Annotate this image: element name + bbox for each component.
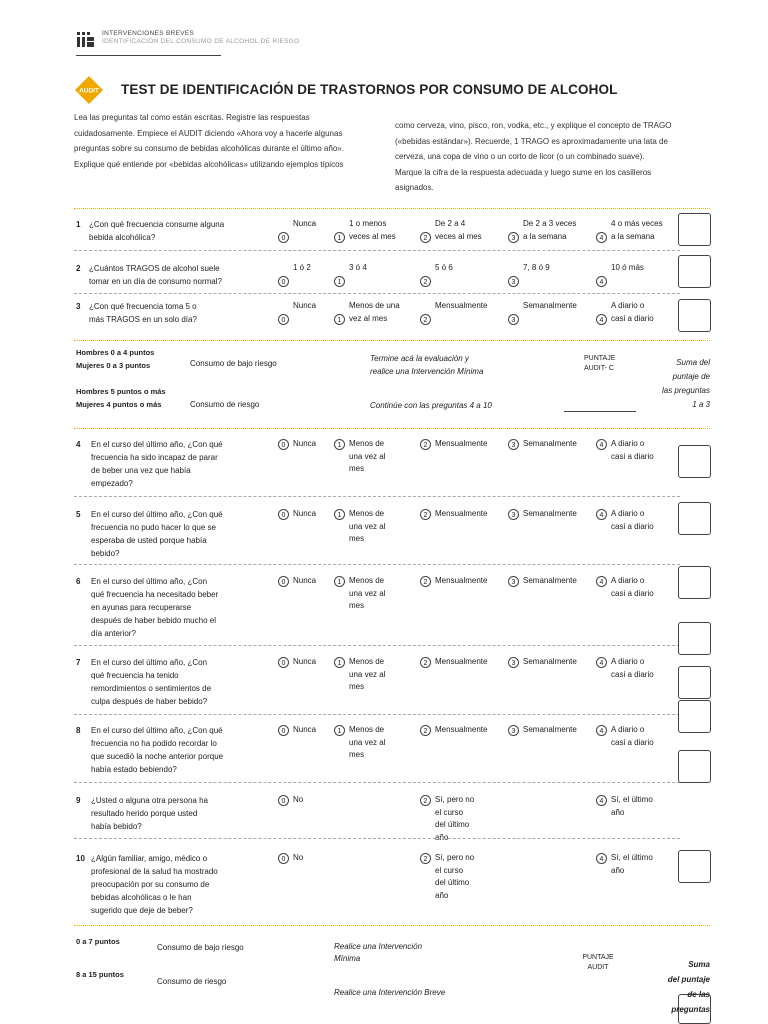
radio-circle[interactable]: 1 xyxy=(334,725,345,736)
page-title: TEST DE IDENTIFICACIÓN DE TRASTORNOS POR CONSUMO DE ALCOHOL xyxy=(121,82,618,97)
score-puntaje-line: PUNTAJE xyxy=(582,954,614,961)
question-text xyxy=(91,508,273,560)
score-c-puntaje-line: AUDIT- C xyxy=(584,365,614,372)
answer-label-line: No xyxy=(293,853,304,862)
answer-label-line: Menos de xyxy=(349,725,385,734)
answer-label-line: 4 o más veces xyxy=(611,219,663,228)
score-suma-line: preguntas xyxy=(671,1005,710,1014)
intro-line: asignados. xyxy=(395,183,434,192)
question-line: resultado herido porque usted xyxy=(91,809,198,818)
answer-label-line: el curso xyxy=(435,807,464,817)
answer-label xyxy=(523,508,603,521)
radio-circle[interactable]: 2 xyxy=(420,232,431,243)
question-divider xyxy=(74,782,680,783)
answer-label-line: Menos de xyxy=(349,509,385,518)
answer-label xyxy=(435,852,515,902)
answer-label-line: Mensualmente xyxy=(435,301,488,310)
answer-label-line: 1 o menos xyxy=(349,219,387,228)
answer-label-line: Mensualmente xyxy=(435,576,488,585)
answer-label-line: casi a diario xyxy=(611,669,654,679)
answer-label-line: Semanalmente xyxy=(523,576,577,585)
score-c-low-men: Hombres 0 a 4 puntos xyxy=(76,348,155,357)
question-line: En el curso del último año, ¿Con xyxy=(91,577,208,586)
radio-circle[interactable]: 4 xyxy=(596,795,607,806)
answer-label-line: mes xyxy=(349,534,365,543)
question-line: remordimientos o sentimientos de xyxy=(91,684,212,693)
answer-label xyxy=(435,575,515,588)
score-action-line: Realice una Intervención xyxy=(334,942,423,951)
answer-score-box[interactable] xyxy=(678,445,711,478)
radio-circle[interactable]: 4 xyxy=(596,314,607,325)
answer-label-line: Mensualmente xyxy=(435,657,488,666)
answer-label xyxy=(611,852,686,877)
intro-line: preguntas sobre su consumo de bebidas alcohólicas durante el último año». xyxy=(74,144,344,153)
radio-circle[interactable]: 3 xyxy=(508,232,519,243)
section-divider xyxy=(74,428,710,429)
score-suma-line: del puntaje xyxy=(667,975,710,984)
radio-circle[interactable]: 2 xyxy=(420,439,431,450)
section-divider xyxy=(74,208,710,209)
section-divider xyxy=(74,340,710,341)
answer-label-line: A diario o xyxy=(611,725,645,734)
question-line: frecuencia no ha podido recordar lo xyxy=(91,739,217,748)
question-line: empezado? xyxy=(91,479,133,488)
question-line: después de haber bebido mucho el xyxy=(91,616,216,625)
answer-label xyxy=(523,438,603,451)
answer-label-line: Nunca xyxy=(293,219,317,228)
answer-label-line: 3 ó 4 xyxy=(349,263,367,272)
answer-label-line: vez al mes xyxy=(349,313,388,323)
score-c-suma-line: Suma del xyxy=(676,358,710,367)
answer-label-line: casi a diario xyxy=(611,313,654,323)
answer-label xyxy=(611,300,686,325)
answer-label-line: mes xyxy=(349,601,365,610)
question-line: culpa después de haber bebido? xyxy=(91,697,208,706)
section-divider xyxy=(74,925,710,926)
radio-circle[interactable]: 0 xyxy=(278,657,289,668)
score-c-suma-line: puntaje de xyxy=(672,372,710,381)
radio-circle[interactable]: 0 xyxy=(278,314,289,325)
score-suma-line: Suma xyxy=(688,960,710,969)
score-c-puntaje xyxy=(584,354,615,374)
answer-label-line: A diario o xyxy=(611,439,645,448)
question-text xyxy=(89,300,271,326)
radio-circle[interactable]: 1 xyxy=(334,276,345,287)
radio-circle[interactable]: 3 xyxy=(508,576,519,587)
score-puntaje xyxy=(581,953,615,973)
answer-label-line: Semanalmente xyxy=(523,301,577,310)
answer-label-line: Menos de xyxy=(349,576,385,585)
answer-label-line: Sí, el último xyxy=(611,853,653,862)
score-c-puntaje-line: PUNTAJE xyxy=(584,355,616,362)
question-line: día anterior? xyxy=(91,629,136,638)
answer-label-line: Sí, pero no xyxy=(435,853,475,862)
answer-label-line: Mensualmente xyxy=(435,509,488,518)
score-c-low-women: Mujeres 0 a 3 puntos xyxy=(76,361,151,370)
radio-circle[interactable]: 2 xyxy=(420,276,431,287)
question-number: 5 xyxy=(76,510,81,519)
score-c-suma-line: 1 a 3 xyxy=(692,400,710,409)
answer-label-line: a la semana xyxy=(611,231,655,241)
answer-label xyxy=(611,438,686,463)
radio-circle[interactable]: 2 xyxy=(420,509,431,520)
answer-label xyxy=(293,852,373,865)
answer-label-line: Semanalmente xyxy=(523,725,577,734)
radio-circle[interactable]: 4 xyxy=(596,576,607,587)
intro-right xyxy=(395,118,725,196)
radio-circle[interactable]: 2 xyxy=(420,314,431,325)
question-divider xyxy=(74,714,680,715)
radio-circle[interactable]: 0 xyxy=(278,853,289,864)
answer-label xyxy=(435,794,515,844)
answer-label-line: A diario o xyxy=(611,301,645,310)
question-number: 1 xyxy=(76,220,81,229)
answer-label-line: casi a diario xyxy=(611,521,654,531)
question-line: más TRAGOS en un solo día? xyxy=(89,315,197,324)
answer-label xyxy=(523,262,603,275)
radio-circle[interactable]: 3 xyxy=(508,509,519,520)
answer-label-line: Nunca xyxy=(293,576,317,585)
answer-label-line: Nunca xyxy=(293,725,317,734)
answer-label-line: veces al mes xyxy=(349,231,396,241)
answer-label-line: mes xyxy=(349,750,365,759)
answer-label-line: Mensualmente xyxy=(435,725,488,734)
answer-label xyxy=(349,438,429,476)
score-c-suma-line: las preguntas xyxy=(661,386,710,395)
score-high-label: Consumo de riesgo xyxy=(157,977,227,986)
answer-label-line: Menos de una xyxy=(349,301,400,310)
score-c-action-minimal xyxy=(370,352,483,378)
answer-label-line: 5 ó 6 xyxy=(435,263,453,272)
intro-left xyxy=(74,110,374,172)
score-c-high-women: Mujeres 4 puntos o más xyxy=(76,400,162,409)
question-divider xyxy=(74,250,680,251)
question-number: 8 xyxy=(76,726,81,735)
question-divider xyxy=(74,496,680,497)
question-line: ¿Algún familiar, amigo, médico o xyxy=(91,854,208,863)
question-line: ¿Con qué frecuencia consume alguna xyxy=(89,220,225,229)
question-line: tomar en un día de consumo normal? xyxy=(89,277,222,286)
score-action-minimal xyxy=(334,941,422,965)
answer-label-line: 1 ó 2 xyxy=(293,263,311,272)
radio-circle[interactable]: 0 xyxy=(278,232,289,243)
radio-circle[interactable]: 1 xyxy=(334,439,345,450)
answer-label-line: Sí, pero no xyxy=(435,795,475,804)
answer-score-box[interactable] xyxy=(678,750,711,783)
question-line: en ayunas para recuperarse xyxy=(91,603,192,612)
logo-text xyxy=(102,30,299,46)
answer-label-line: Nunca xyxy=(293,509,317,518)
question-number: 2 xyxy=(76,264,81,273)
answer-label-line: una vez al xyxy=(349,737,386,747)
question-divider xyxy=(74,645,680,646)
question-line: bebido? xyxy=(91,549,120,558)
score-c-suma xyxy=(640,356,710,412)
logo-icon xyxy=(76,30,96,48)
score-c-low-label: Consumo de bajo riesgo xyxy=(190,359,277,368)
answer-label-line: De 2 a 4 xyxy=(435,219,466,228)
answer-label-line: una vez al xyxy=(349,521,386,531)
answer-label-line: 10 ó más xyxy=(611,263,644,272)
answer-label-line: año xyxy=(435,832,449,842)
answer-label xyxy=(523,724,603,737)
answer-label-line: Nunca xyxy=(293,439,317,448)
question-divider xyxy=(74,293,680,294)
audit-badge-icon xyxy=(74,75,104,105)
radio-circle[interactable]: 2 xyxy=(420,795,431,806)
answer-label xyxy=(435,724,515,737)
question-divider xyxy=(74,564,680,565)
answer-score-box[interactable] xyxy=(678,213,711,246)
question-line: ¿Con qué frecuencia toma 5 o xyxy=(89,302,197,311)
radio-circle[interactable]: 1 xyxy=(334,232,345,243)
answer-label xyxy=(349,262,429,275)
answer-label xyxy=(435,438,515,451)
question-number: 6 xyxy=(76,577,81,586)
answer-label xyxy=(435,300,515,313)
question-line: En el curso del último año, ¿Con qué xyxy=(91,440,223,449)
score-c-action-continue: Continúe con las preguntas 4 a 10 xyxy=(370,401,492,410)
intro-line: Explique qué entiende por «bebidas alcohólicas» utilizando ejemplos típicos xyxy=(74,159,344,169)
answer-label-line: año xyxy=(611,865,625,875)
answer-label xyxy=(611,508,686,533)
header-divider xyxy=(76,55,221,56)
answer-label-line: a la semana xyxy=(523,231,567,241)
score-c-high-label: Consumo de riesgo xyxy=(190,400,260,409)
radio-circle[interactable]: 0 xyxy=(278,725,289,736)
radio-circle[interactable]: 4 xyxy=(596,232,607,243)
question-number: 9 xyxy=(76,796,81,805)
answer-label-line: Sí, el último xyxy=(611,795,653,804)
radio-circle[interactable]: 4 xyxy=(596,276,607,287)
answer-label-line: Semanalmente xyxy=(523,439,577,448)
score-low-range: 0 a 7 puntos xyxy=(76,937,120,946)
answer-label xyxy=(349,724,429,762)
question-text xyxy=(91,438,273,490)
answer-label xyxy=(523,218,603,243)
answer-label xyxy=(349,656,429,694)
answer-label xyxy=(293,794,373,807)
answer-label-line: Menos de xyxy=(349,657,385,666)
intro-line: cerveza, una copa de vino o un corto de licor (o un combinado suave). xyxy=(395,152,645,161)
question-text xyxy=(91,724,273,776)
score-action-line: Mínima xyxy=(334,954,361,963)
radio-circle[interactable]: 4 xyxy=(596,657,607,668)
radio-circle[interactable]: 0 xyxy=(278,795,289,806)
question-line: bebidas alcohólicas o le han xyxy=(91,893,192,902)
answer-label-line: una vez al xyxy=(349,451,386,461)
score-c-input-line[interactable] xyxy=(564,411,636,412)
answer-label-line: Nunca xyxy=(293,657,317,666)
question-number: 10 xyxy=(76,854,85,863)
question-text xyxy=(91,656,273,708)
intro-line: como cerveza, vino, pisco, ron, vodka, etc., y explique el concepto de TRAGO xyxy=(395,121,672,130)
answer-label-line: Semanalmente xyxy=(523,509,577,518)
answer-label xyxy=(523,575,603,588)
answer-label-line: Menos de xyxy=(349,439,385,448)
question-number: 4 xyxy=(76,440,81,449)
question-line: de beber una vez que había xyxy=(91,466,191,475)
answer-label-line: Mensualmente xyxy=(435,439,488,448)
intro-line: cuidadosamente. Empiece el AUDIT diciendo «Ahora voy a hacerle algunas xyxy=(74,128,343,138)
question-text xyxy=(89,262,271,288)
answer-label-line: casi a diario xyxy=(611,588,654,598)
answer-label xyxy=(523,656,603,669)
answer-label xyxy=(349,300,429,325)
question-line: profesional de la salud ha mostrado xyxy=(91,867,218,876)
audit-badge-label: AUDIT xyxy=(79,87,99,95)
answer-label-line: 7, 8 ó 9 xyxy=(523,263,550,272)
radio-circle[interactable]: 4 xyxy=(596,439,607,450)
radio-circle[interactable]: 4 xyxy=(596,853,607,864)
radio-circle[interactable]: 3 xyxy=(508,276,519,287)
answer-score-box[interactable] xyxy=(678,255,711,288)
score-c-action-line: realice una Intervención Mínima xyxy=(370,367,484,376)
question-line: ¿Cuántos TRAGOS de alcohol suele xyxy=(89,264,220,273)
answer-label-line: De 2 a 3 veces xyxy=(523,219,577,228)
question-line: sugerido que deje de beber? xyxy=(91,906,193,915)
intro-line: («bebidas estándar»). Recuerde, 1 TRAGO es aproximadamente una lata de xyxy=(395,136,668,146)
answer-score-box[interactable] xyxy=(678,700,711,733)
score-low-label: Consumo de bajo riesgo xyxy=(157,943,244,952)
intro-line: Marque la cifra de la respuesta adecuada y luego sume en los casilleros xyxy=(395,167,652,177)
question-line: frecuencia ha sido incapaz de parar xyxy=(91,453,218,462)
answer-label xyxy=(611,218,686,243)
answer-label-line: mes xyxy=(349,682,365,691)
answer-label xyxy=(611,656,686,681)
answer-label-line: casi a diario xyxy=(611,451,654,461)
radio-circle[interactable]: 1 xyxy=(334,509,345,520)
answer-score-box[interactable] xyxy=(678,622,711,655)
answer-label xyxy=(523,300,603,313)
radio-circle[interactable]: 0 xyxy=(278,276,289,287)
radio-circle[interactable]: 0 xyxy=(278,509,289,520)
logo-subtitle: IDENTIFICACIÓN DEL CONSUMO DE ALCOHOL DE RIESGO xyxy=(102,38,300,45)
question-number: 3 xyxy=(76,302,81,311)
question-line: que sucedió la noche anterior porque xyxy=(91,752,224,761)
question-line: bebida alcohólica? xyxy=(89,233,156,242)
answer-score-box[interactable] xyxy=(678,666,711,699)
answer-label-line: A diario o xyxy=(611,576,645,585)
question-line: En el curso del último año, ¿Con xyxy=(91,658,208,667)
radio-circle[interactable]: 4 xyxy=(596,725,607,736)
answer-label xyxy=(611,724,686,749)
radio-circle[interactable]: 2 xyxy=(420,657,431,668)
score-suma-line: de las xyxy=(687,990,710,999)
answer-label-line: Semanalmente xyxy=(523,657,577,666)
answer-label-line: del último xyxy=(435,820,470,829)
question-line: qué frecuencia ha necesitado beber xyxy=(91,590,219,599)
answer-label-line: A diario o xyxy=(611,509,645,518)
answer-label xyxy=(611,575,686,600)
score-action-brief: Realice una Intervención Breve xyxy=(334,988,446,997)
answer-label xyxy=(611,794,686,819)
score-high-range: 8 a 15 puntos xyxy=(76,970,124,979)
answer-score-box[interactable] xyxy=(678,502,711,535)
question-line: qué frecuencia ha tenido xyxy=(91,671,179,680)
question-text xyxy=(91,575,273,640)
answer-label-line: casi a diario xyxy=(611,737,654,747)
question-line: En el curso del último año, ¿Con qué xyxy=(91,726,223,735)
answer-label-line: No xyxy=(293,795,304,804)
answer-label-line: mes xyxy=(349,464,365,473)
score-puntaje-line: AUDIT xyxy=(587,964,609,971)
answer-label-line: A diario o xyxy=(611,657,645,666)
logo-title: INTERVENCIONES BREVES xyxy=(102,30,195,37)
answer-label xyxy=(349,218,429,243)
score-c-low-group xyxy=(76,346,154,372)
answer-label xyxy=(435,508,515,521)
score-suma xyxy=(640,957,710,1017)
question-line: frecuencia no pudo hacer lo que se xyxy=(91,523,216,532)
answer-score-box[interactable] xyxy=(678,299,711,332)
answer-label xyxy=(349,508,429,546)
answer-label-line: Nunca xyxy=(293,301,317,310)
answer-label xyxy=(611,262,686,275)
answer-label-line: una vez al xyxy=(349,669,386,679)
radio-circle[interactable]: 3 xyxy=(508,725,519,736)
radio-circle[interactable]: 1 xyxy=(334,576,345,587)
radio-circle[interactable]: 3 xyxy=(508,314,519,325)
radio-circle[interactable]: 0 xyxy=(278,439,289,450)
radio-circle[interactable]: 4 xyxy=(596,509,607,520)
question-text xyxy=(89,218,271,244)
question-line: había bebido? xyxy=(91,822,142,831)
answer-label xyxy=(435,218,515,243)
score-c-action-line: Termine acá la evaluación y xyxy=(370,354,469,363)
question-divider xyxy=(74,838,680,839)
score-c-high-group xyxy=(76,385,166,411)
answer-label-line: del último xyxy=(435,878,470,887)
question-line: había estado bebiendo? xyxy=(91,765,177,774)
answer-label xyxy=(349,575,429,613)
answer-label-line: veces al mes xyxy=(435,231,482,241)
answer-label xyxy=(435,656,515,669)
answer-label-line: una vez al xyxy=(349,588,386,598)
radio-circle[interactable]: 2 xyxy=(420,576,431,587)
question-number: 7 xyxy=(76,658,81,667)
radio-circle[interactable]: 1 xyxy=(334,314,345,325)
radio-circle[interactable]: 1 xyxy=(334,657,345,668)
radio-circle[interactable]: 2 xyxy=(420,725,431,736)
question-text xyxy=(91,852,273,917)
question-line: ¿Usted o alguna otra persona ha xyxy=(91,796,208,805)
score-c-high-men: Hombres 5 puntos o más xyxy=(76,387,166,396)
radio-circle[interactable]: 3 xyxy=(508,657,519,668)
answer-score-box[interactable] xyxy=(678,850,711,883)
answer-label-line: año xyxy=(611,807,625,817)
radio-circle[interactable]: 2 xyxy=(420,853,431,864)
answer-label-line: el curso xyxy=(435,865,464,875)
answer-label-line: año xyxy=(435,890,449,900)
answer-score-box[interactable] xyxy=(678,566,711,599)
question-line: esperaba de usted porque había xyxy=(91,536,207,545)
question-text xyxy=(91,794,273,833)
intro-line: Lea las preguntas tal como están escritas. Registre las respuestas xyxy=(74,113,310,122)
radio-circle[interactable]: 3 xyxy=(508,439,519,450)
question-line: preocupación por su consumo de xyxy=(91,880,210,889)
answer-label xyxy=(435,262,515,275)
radio-circle[interactable]: 0 xyxy=(278,576,289,587)
question-line: En el curso del último año, ¿Con qué xyxy=(91,510,223,519)
